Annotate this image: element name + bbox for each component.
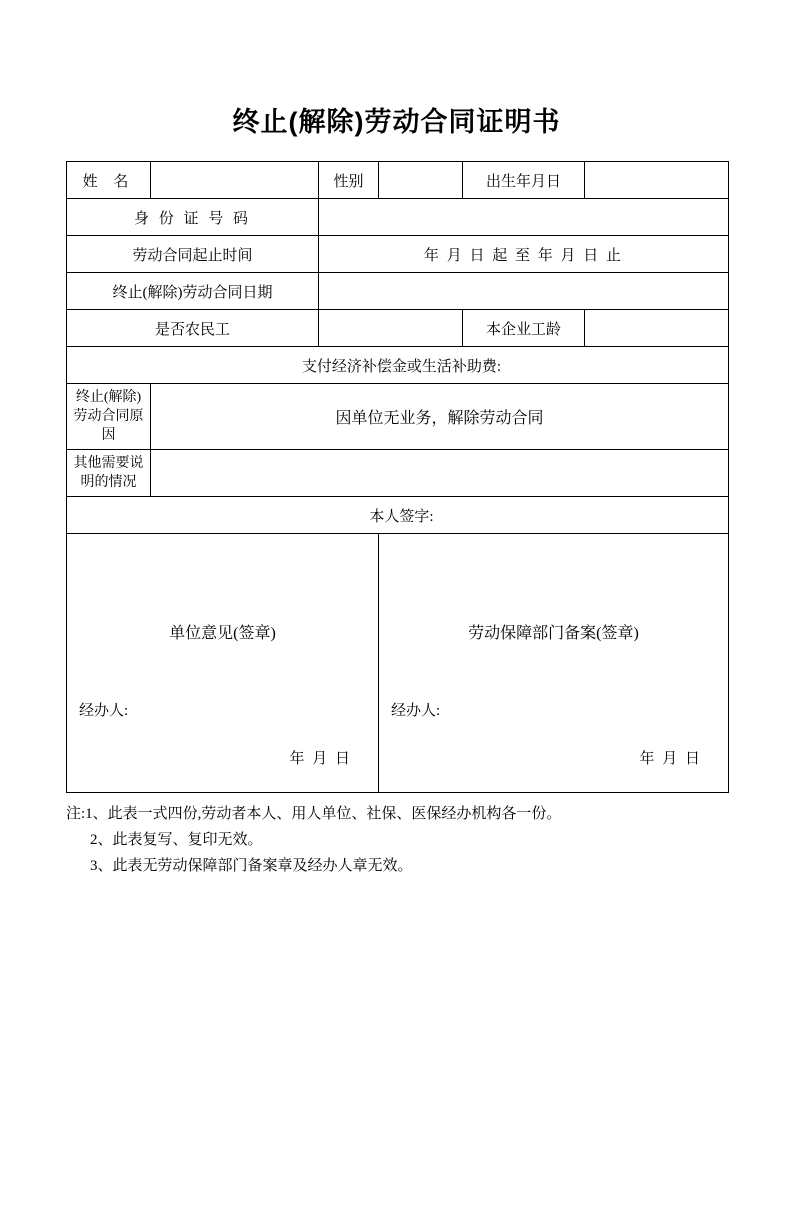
seniority-label: 本企业工龄 <box>463 310 585 347</box>
employer-handler-label: 经办人: <box>79 703 129 719</box>
table-row <box>67 534 729 793</box>
labor-bureau-date-line: 年 月 日 <box>639 751 702 767</box>
farmer-worker-value[interactable] <box>319 310 463 347</box>
id-number-value[interactable] <box>319 199 729 236</box>
table-row <box>67 162 729 199</box>
table-row <box>67 347 729 384</box>
contract-period-label: 劳动合同起止时间 <box>67 236 319 273</box>
name-value[interactable] <box>151 162 319 199</box>
termination-date-label: 终止(解除)劳动合同日期 <box>67 273 319 310</box>
table-row <box>67 236 729 273</box>
other-info-label: 其他需要说明的情况 <box>67 450 151 497</box>
farmer-worker-label: 是否农民工 <box>67 310 319 347</box>
page-title: 终止(解除)劳动合同证明书 <box>232 107 561 137</box>
table-row <box>67 273 729 310</box>
employer-opinion-box[interactable] <box>67 534 379 793</box>
employer-date-line: 年 月 日 <box>289 751 352 767</box>
gender-value[interactable] <box>379 162 463 199</box>
reason-label: 终止(解除)劳动合同原因 <box>67 384 151 450</box>
document-page <box>0 100 793 1222</box>
birth-label: 出生年月日 <box>463 162 585 199</box>
self-signature-label[interactable]: 本人签字: <box>67 497 729 534</box>
note-2: 2、此表复写、复印无效。 <box>90 832 263 848</box>
table-row <box>67 310 729 347</box>
name-label: 姓 名 <box>67 162 151 199</box>
employer-opinion-title: 单位意见(签章) <box>169 625 276 642</box>
compensation-label: 支付经济补偿金或生活补助费: <box>67 347 729 384</box>
gender-label: 性别 <box>319 162 379 199</box>
table-row <box>67 497 729 534</box>
id-number-label: 身 份 证 号 码 <box>67 199 319 236</box>
footer-notes <box>66 801 746 879</box>
table-row <box>67 450 729 497</box>
seniority-value[interactable] <box>585 310 729 347</box>
reason-value[interactable]: 因单位无业务，解除劳动合同 <box>151 384 729 450</box>
termination-date-value[interactable] <box>319 273 729 310</box>
note-3: 3、此表无劳动保障部门备案章及经办人章无效。 <box>90 858 413 874</box>
table-row <box>67 199 729 236</box>
table-row <box>67 384 729 450</box>
birth-value[interactable] <box>585 162 729 199</box>
labor-bureau-title: 劳动保障部门备案(签章) <box>468 625 639 642</box>
note-1: 注:1、此表一式四份,劳动者本人、用人单位、社保、医保经办机构各一份。 <box>66 806 562 822</box>
labor-bureau-handler-label: 经办人: <box>391 703 441 719</box>
termination-certificate-table <box>66 161 729 793</box>
contract-period-value[interactable]: 年 月 日 起 至 年 月 日 止 <box>319 236 729 273</box>
labor-bureau-box[interactable] <box>379 534 729 793</box>
other-info-value[interactable] <box>151 450 729 497</box>
